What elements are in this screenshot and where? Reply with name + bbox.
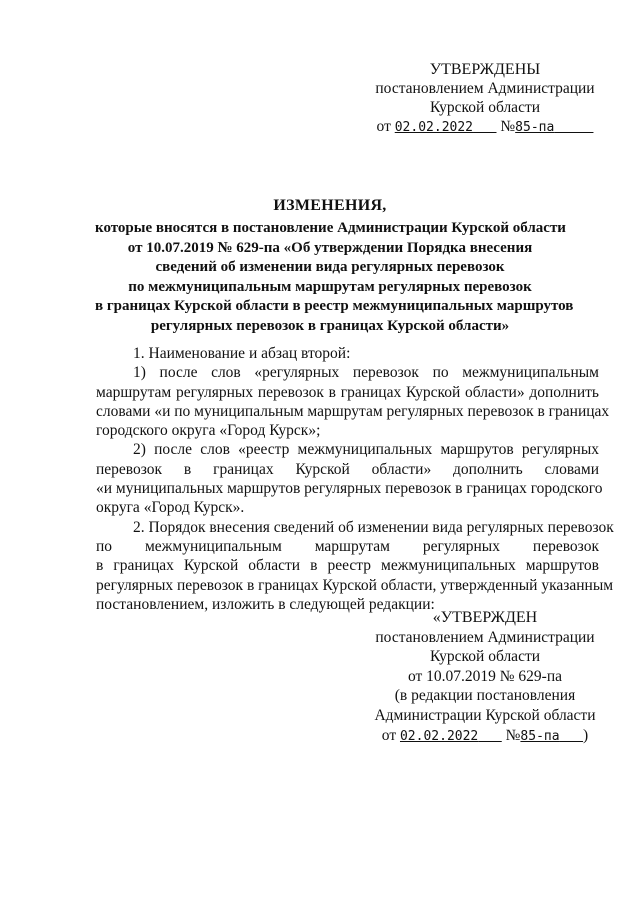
body-line: «и муниципальных маршрутов регулярных перевозок в границах городского [96,480,603,498]
approval2-line-4: (в редакции постановления [394,687,576,705]
document-heading [95,196,574,336]
heading-line-5: в границах Курской области в реестр межмуниципальных маршрутов [95,298,574,314]
approval-date: 02.02.2022 [394,120,474,135]
body-line: по межмуниципальным маршрутам регулярных перевозок [96,537,599,555]
body-line: 2) после слов «реестр межмуниципальных маршрутов регулярных [133,441,599,459]
approval-line-1: постановлением Администрации [375,80,595,97]
document-body [96,344,614,614]
heading-line-2: от 10.07.2019 № 629-па «Об утверждении Порядка внесения [127,239,533,256]
heading-line-1: которые вносятся в постановление Администрации Курской области [95,220,566,236]
approval2-closing: ) [583,726,589,744]
body-line: 1) после слов «регулярных перевозок по межмуниципальным [133,364,599,382]
approval2-date: 02.02.2022 [399,728,479,744]
body-line: 1. Наименование и абзац второй: [133,345,351,362]
approval2-line-1: постановлением Администрации [375,628,595,646]
heading-line-3: сведений об изменении вида регулярных перевозок [155,259,505,275]
approval-date-prefix: от [376,118,391,135]
body-line: перевозок в границах Курской области» дополнить словами [96,460,599,478]
body-line: городского округа «Город Курск»; [96,422,321,440]
approval-line-2: Курской области [429,99,541,116]
approval2-number: 85-па [520,728,560,744]
body-line: 2. Порядок внесения сведений об изменении вида регулярных перевозок [133,518,614,536]
body-line: в границах Курской области в реестр межмуниципальных маршрутов [96,557,599,575]
approval2-line-3: от 10.07.2019 № 629-па [407,667,563,685]
approval-date-row [360,117,610,137]
body-line: постановлением, изложить в следующей редакции: [96,595,435,613]
body-line: словами «и по муниципальным маршрутам регулярных перевозок в границах [96,402,610,420]
approval2-line-2: Курской области [429,648,541,666]
heading-title: ИЗМЕНЕНИЯ, [273,197,387,214]
body-line: округа «Город Курск». [96,499,245,517]
body-line: регулярных перевозок в границах Курской области, утвержденный указанным [96,576,614,594]
approval2-date-prefix: от [381,726,397,744]
approval2-title: «УТВЕРЖДЕН [432,609,538,626]
approval2-date-row [340,726,630,746]
heading-line-6: регулярных перевозок в границах Курской области» [150,317,510,334]
heading-line-4: по межмуниципальным маршрутам регулярных перевозок [128,278,532,295]
approval2-number-prefix: № [505,726,521,744]
approval-number: 85-па [515,120,555,135]
approval2-line-5: Администрации Курской области [374,706,596,724]
body-line: маршрутам регулярных перевозок в границах Курской области» дополнить [96,383,599,401]
approval-title: УТВЕРЖДЕНЫ [429,61,541,78]
approval-number-prefix: № [500,118,516,135]
approval-stamp-2 [340,608,630,745]
approval-stamp [360,60,610,137]
